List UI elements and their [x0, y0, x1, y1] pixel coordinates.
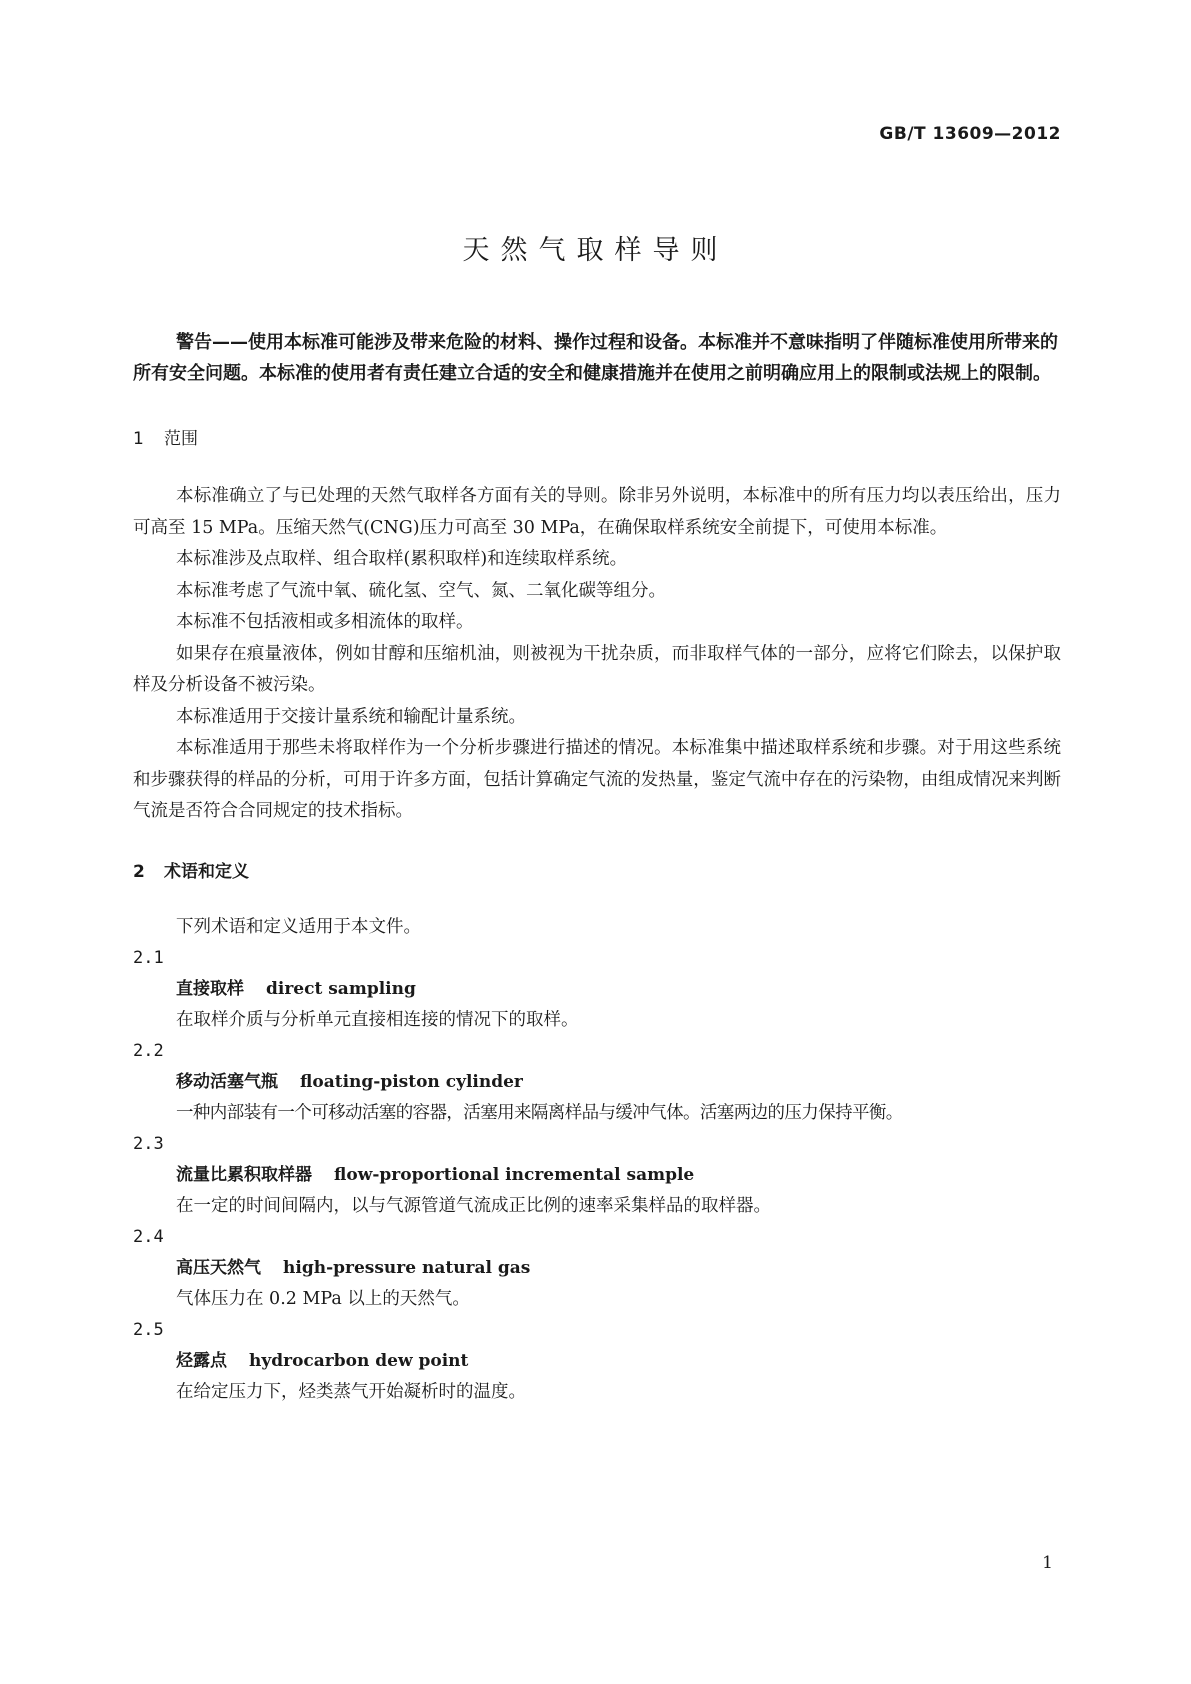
term-number: 2.1	[133, 948, 164, 968]
document-title: 天然气取样导则	[462, 235, 729, 266]
term-name	[133, 974, 1061, 1005]
term-number: 2.2	[133, 1041, 164, 1061]
term-number: 2.5	[133, 1320, 164, 1340]
warning-paragraph: 警告——使用本标准可能涉及带来危险的材料、操作过程和设备。本标准并不意味指明了伴随标准使用所带来的所有安全问题。本标准的使用者有责任建立合适的安全和健康措施并在使用之前明确应用上的限制或法规上的限制。	[133, 332, 1058, 384]
scope-paragraph: 本标准涉及点取样、组合取样(累积取样)和连续取样系统。	[176, 549, 628, 569]
term-entry	[133, 1129, 1061, 1222]
term-entry	[133, 1315, 1061, 1408]
term-entry	[133, 1036, 1061, 1129]
term-name-en: floating-piston cylinder	[300, 1072, 523, 1092]
term-definition: 气体压力在 0.2 MPa 以上的天然气。	[176, 1289, 470, 1309]
term-name	[133, 1067, 1061, 1098]
section-number: 1	[133, 429, 144, 449]
term-name-zh: 高压天然气	[176, 1258, 261, 1278]
section-title: 术语和定义	[164, 861, 249, 882]
term-definition: 一种内部装有一个可移动活塞的容器，活塞用来隔离样品与缓冲气体。活塞两边的压力保持平衡。	[176, 1103, 903, 1123]
term-name-zh: 直接取样	[176, 979, 244, 999]
term-definition: 在取样介质与分析单元直接相连接的情况下的取样。	[176, 1010, 579, 1030]
term-name-zh: 移动活塞气瓶	[176, 1072, 278, 1092]
term-name-zh: 烃露点	[176, 1351, 227, 1371]
term-number: 2.3	[133, 1134, 164, 1154]
scope-paragraph: 本标准确立了与已处理的天然气取样各方面有关的导则。除非另外说明，本标准中的所有压力均以表压给出，压力可高至 15 MPa。压缩天然气(CNG)压力可高至 30 MPa，在确保取样系统安全前提下，可使用本标准。	[133, 486, 1061, 538]
section-number: 2	[133, 861, 145, 882]
page-number: 1	[1042, 1553, 1053, 1573]
term-name	[133, 1346, 1061, 1377]
scope-paragraph: 本标准不包括液相或多相流体的取样。	[176, 612, 474, 632]
term-definition: 在一定的时间间隔内，以与气源管道气流成正比例的速率采集样品的取样器。	[176, 1196, 771, 1216]
standard-code: GB/T 13609—2012	[879, 124, 1061, 144]
term-definition: 在给定压力下，烃类蒸气开始凝析时的温度。	[176, 1382, 526, 1402]
scope-paragraph: 本标准适用于交接计量系统和输配计量系统。	[176, 706, 526, 727]
terms-intro: 下列术语和定义适用于本文件。	[176, 916, 421, 937]
scope-paragraph: 本标准考虑了气流中氧、硫化氢、空气、氮、二氧化碳等组分。	[176, 580, 666, 601]
scope-paragraph: 如果存在痕量液体，例如甘醇和压缩机油，则被视为干扰杂质，而非取样气体的一部分，应将它们除去，以保护取样及分析设备不被污染。	[133, 643, 1061, 695]
term-name-en: hydrocarbon dew point	[249, 1351, 469, 1371]
scope-paragraph: 本标准适用于那些未将取样作为一个分析步骤进行描述的情况。本标准集中描述取样系统和步骤。对于用这些系统和步骤获得的样品的分析，可用于许多方面，包括计算确定气流的发热量，鉴定气流中存在的污染物，由组成情况来判断气流是否符合合同规定的技术指标。	[133, 738, 1061, 821]
section-heading-scope	[133, 423, 1061, 455]
term-number: 2.4	[133, 1227, 164, 1247]
section-heading-terms	[133, 856, 1061, 888]
section-title: 范围	[164, 429, 198, 449]
document-body	[133, 328, 1061, 1408]
term-name-en: flow-proportional incremental sample	[334, 1165, 695, 1185]
term-entry	[133, 1222, 1061, 1315]
term-name-en: high-pressure natural gas	[283, 1258, 531, 1278]
term-name	[133, 1253, 1061, 1284]
term-name	[133, 1160, 1061, 1191]
term-entry	[133, 943, 1061, 1036]
term-name-zh: 流量比累积取样器	[176, 1165, 312, 1185]
term-name-en: direct sampling	[266, 979, 416, 999]
